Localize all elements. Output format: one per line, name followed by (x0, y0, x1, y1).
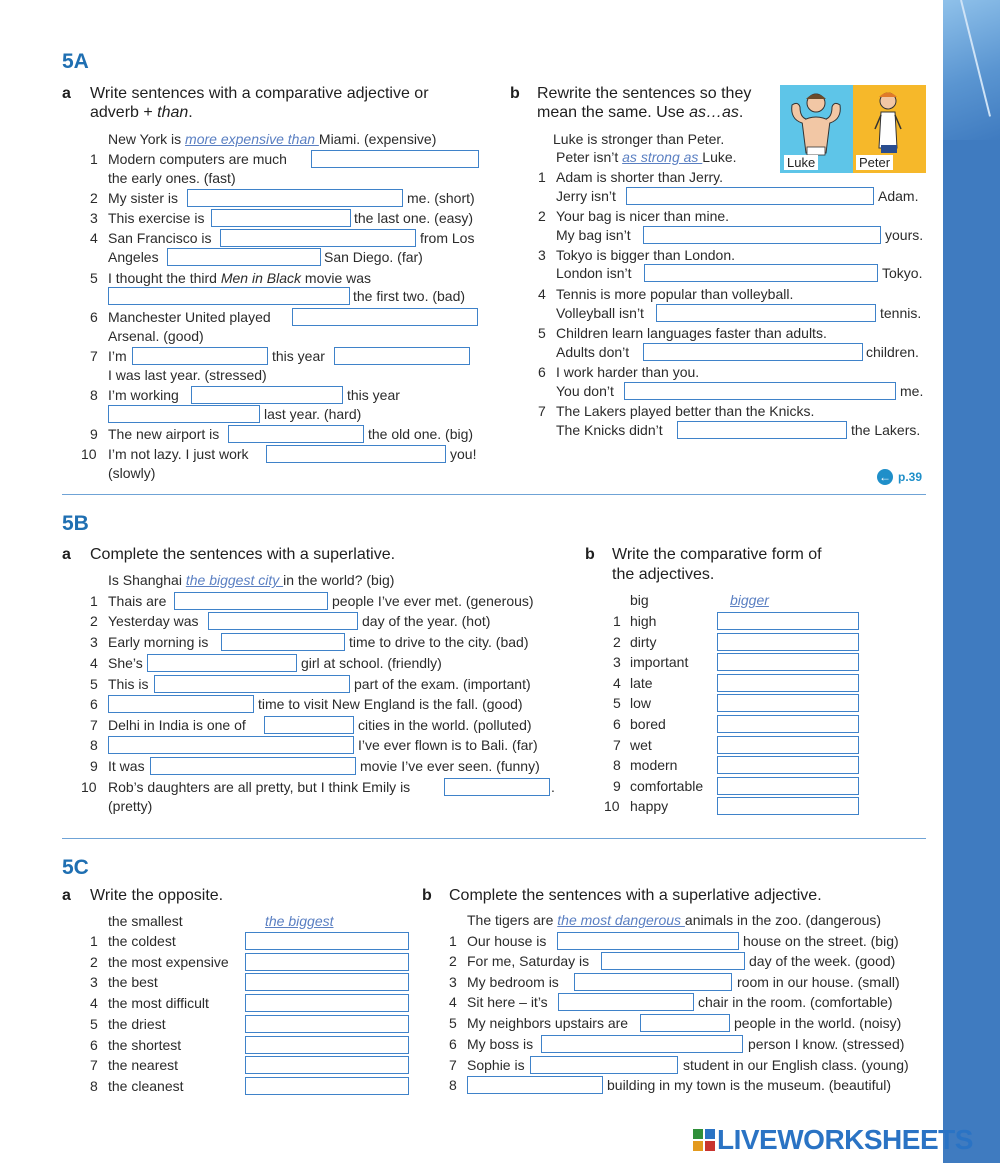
adjective-word: the nearest (108, 1057, 179, 1074)
section-divider (62, 838, 926, 839)
adjective-word: the coldest (108, 933, 176, 949)
example-sentence: New York is more expensive than Miami. (expensive) (108, 131, 437, 147)
answer-input[interactable] (187, 189, 403, 207)
item-number: 7 (613, 736, 621, 753)
item-text: I’m (108, 348, 127, 364)
answer-input[interactable] (245, 1015, 409, 1033)
item-text: me. (short) (407, 190, 475, 206)
answer-input[interactable] (245, 1036, 409, 1054)
exercise-letter: a (62, 546, 71, 563)
item-text: . (551, 779, 555, 795)
answer-input[interactable] (147, 654, 297, 672)
item-text: student in our English class. (young) (683, 1057, 909, 1073)
page-reference-label: p.39 (898, 470, 923, 484)
item-number: 1 (449, 933, 457, 949)
item-text: Thais are (108, 593, 167, 609)
item-number: 4 (613, 674, 621, 691)
brand-logo-icon (693, 1129, 715, 1151)
arrow-left-icon: ← (879, 470, 891, 484)
item-text: Sit here – it’s (467, 994, 548, 1010)
item-text: San Diego. (far) (324, 249, 423, 265)
item-number: 2 (90, 190, 98, 206)
item-number: 5 (90, 1015, 98, 1032)
example-word: the smallest (108, 913, 183, 929)
answer-input[interactable] (221, 633, 345, 651)
item-number: 4 (538, 286, 546, 302)
item-text: Sophie is (467, 1057, 525, 1073)
page-edge-band (943, 0, 1000, 1163)
item-number: 2 (449, 953, 457, 969)
item-number: 10 (81, 779, 97, 795)
adjective-word: late (630, 674, 653, 691)
answer-input[interactable] (292, 308, 478, 326)
answer-input[interactable] (154, 675, 350, 693)
answer-input[interactable] (558, 993, 694, 1011)
answer-input[interactable] (208, 612, 358, 630)
item-text: cities in the world. (polluted) (358, 717, 532, 733)
item-number: 6 (449, 1036, 457, 1052)
answer-input[interactable] (174, 592, 328, 610)
adjective-word: wet (630, 736, 652, 753)
item-text: time to visit New England is the fall. (good) (258, 696, 523, 712)
item-number: 4 (90, 655, 98, 671)
item-number: 10 (604, 798, 620, 815)
luke-label: Luke (784, 155, 818, 170)
item-number: 7 (90, 1057, 98, 1074)
answer-input[interactable] (444, 778, 550, 796)
item-text: You don’t (556, 383, 614, 399)
item-text: It was (108, 758, 145, 774)
exercise-letter: a (62, 85, 71, 102)
item-number: 6 (613, 716, 621, 732)
answer-input[interactable] (245, 994, 409, 1012)
adjective-word: comfortable (630, 777, 704, 794)
adjective-word: the cleanest (108, 1077, 184, 1094)
item-text: the first two. (bad) (353, 288, 466, 304)
section-divider (62, 494, 926, 495)
item-text: you! (450, 446, 477, 462)
item-text: Volleyball isn’t (556, 305, 644, 321)
answer-input[interactable] (334, 347, 470, 365)
item-number: 1 (90, 151, 98, 167)
item-text: I thought the third Men in Black movie was (108, 270, 372, 286)
item-number: 1 (538, 169, 546, 185)
item-text: tennis. (880, 305, 922, 321)
instruction-line: adverb + than. (90, 104, 193, 121)
answer-input[interactable] (228, 425, 364, 443)
item-number: 3 (90, 210, 98, 226)
item-number: 9 (613, 777, 621, 794)
item-number: 5 (449, 1015, 457, 1031)
item-text: I was last year. (stressed) (108, 367, 267, 383)
adjective-word: the shortest (108, 1036, 182, 1053)
item-text: movie I’ve ever seen. (funny) (360, 758, 540, 774)
item-text: the last one. (easy) (354, 210, 474, 226)
adjective-word: dirty (630, 633, 657, 650)
item-text: room in our house. (small) (737, 974, 900, 990)
answer-input[interactable] (626, 187, 874, 205)
item-number: 3 (538, 247, 546, 263)
item-number: 1 (613, 613, 621, 629)
section-title-5c: 5C (62, 856, 89, 879)
item-number: 2 (90, 953, 98, 970)
item-text: She’s (108, 655, 143, 671)
answer-input[interactable] (264, 716, 354, 734)
item-number: 2 (90, 613, 98, 629)
answer-input[interactable] (643, 343, 863, 361)
item-text: Tennis is more popular than volleyball. (556, 286, 794, 302)
item-number: 3 (613, 654, 621, 671)
adjective-word: the most difficult (108, 995, 209, 1012)
answer-input[interactable] (108, 695, 254, 713)
item-text: This exercise is (108, 210, 205, 226)
item-number: 8 (90, 737, 98, 753)
item-text: this year (272, 348, 325, 364)
item-text: part of the exam. (important) (354, 676, 531, 692)
answer-input[interactable] (266, 445, 446, 463)
item-text: Early morning is (108, 634, 209, 650)
item-number: 7 (538, 403, 546, 419)
item-text: I’ve ever flown is to Bali. (far) (358, 737, 538, 753)
peter-label: Peter (856, 155, 893, 170)
peter-figure (875, 93, 901, 154)
item-number: 3 (90, 974, 98, 991)
item-text: This is (108, 676, 149, 692)
answer-input[interactable] (624, 382, 896, 400)
example-sentence: Peter isn’t as strong as Luke. (556, 149, 737, 165)
item-text: day of the year. (hot) (362, 613, 491, 629)
item-text: Delhi in India is one of (108, 717, 246, 733)
answer-input[interactable] (191, 386, 343, 404)
instruction-line: the adjectives. (612, 566, 715, 583)
item-number: 6 (90, 309, 98, 325)
answer-input[interactable] (311, 150, 479, 168)
instruction-line: Write the opposite. (90, 887, 224, 904)
item-text: Adults don’t (556, 344, 630, 360)
item-text: person I know. (stressed) (748, 1036, 905, 1052)
item-text: Manchester United played (108, 309, 271, 325)
answer-input[interactable] (640, 1014, 730, 1032)
item-number: 1 (90, 933, 98, 949)
item-text: the old one. (big) (368, 426, 474, 442)
item-number: 5 (613, 695, 621, 712)
item-text: For me, Saturday is (467, 953, 590, 969)
luke-figure (792, 94, 841, 155)
item-text: time to drive to the city. (bad) (349, 634, 529, 650)
item-text: building in my town is the museum. (beautiful) (607, 1077, 892, 1093)
item-number: 7 (90, 348, 98, 364)
item-text: My bedroom is (467, 974, 559, 990)
item-number: 4 (90, 230, 98, 246)
instruction-line: Write the comparative form of (612, 546, 822, 563)
item-text: last year. (hard) (264, 406, 362, 422)
answer-input[interactable] (717, 653, 859, 671)
answer-input[interactable] (132, 347, 268, 365)
adjective-word: the best (108, 974, 158, 991)
answer-input[interactable] (601, 952, 745, 970)
item-text: this year (347, 387, 400, 403)
answer-input[interactable] (245, 953, 409, 971)
item-number: 6 (90, 1036, 98, 1053)
adjective-word: modern (630, 757, 678, 774)
item-text: Modern computers are much (108, 151, 287, 167)
example-answer: the biggest city (185, 572, 284, 588)
instruction-line: Complete the sentences with a superlative adjective. (449, 887, 822, 904)
answer-input[interactable] (717, 736, 859, 754)
answer-input[interactable] (677, 421, 847, 439)
item-text: I’m not lazy. I just work (108, 446, 249, 462)
item-number: 2 (538, 208, 546, 224)
item-text: from Los (420, 230, 475, 246)
answer-input[interactable] (530, 1056, 678, 1074)
adjective-word: bored (630, 716, 666, 732)
item-number: 8 (90, 1077, 98, 1094)
item-number: 9 (90, 426, 98, 442)
example-sentence: The tigers are the most dangerous animals in the zoo. (dangerous) (467, 912, 882, 928)
item-number: 8 (449, 1077, 457, 1093)
item-text: Tokyo is bigger than London. (556, 247, 736, 263)
example-answer: as strong as (622, 149, 703, 165)
item-number: 8 (90, 387, 98, 403)
item-text: My sister is (108, 190, 178, 206)
item-text: girl at school. (friendly) (301, 655, 442, 671)
exercise-letter: b (510, 85, 520, 102)
item-text: I’m working (108, 387, 179, 403)
answer-input[interactable] (245, 1056, 409, 1074)
item-text: Our house is (467, 933, 547, 949)
item-text: day of the week. (good) (749, 953, 896, 969)
item-text: The Lakers played better than the Knicks. (556, 403, 815, 419)
instruction-line: Complete the sentences with a superlative. (90, 546, 396, 563)
item-number: 4 (90, 995, 98, 1012)
item-number: 6 (538, 364, 546, 380)
exercise-letter: a (62, 887, 71, 904)
answer-input[interactable] (717, 777, 859, 795)
item-text: London isn’t (556, 265, 632, 281)
item-number: 3 (449, 974, 457, 990)
item-number: 9 (90, 758, 98, 774)
item-text: The Knicks didn’t (556, 422, 663, 438)
exercise-letter: b (422, 887, 432, 904)
answer-input[interactable] (717, 694, 859, 712)
adjective-word: the driest (108, 1015, 166, 1032)
answer-input[interactable] (211, 209, 351, 227)
item-text: Adam is shorter than Jerry. (556, 169, 724, 185)
page-edge-highlight (943, 0, 1000, 140)
answer-input[interactable] (245, 973, 409, 991)
example-answer: more expensive than (185, 131, 319, 147)
item-text: Children learn languages faster than adults. (556, 325, 827, 341)
item-number: 5 (90, 676, 98, 692)
adjective-word: high (630, 613, 657, 629)
example-answer: the most dangerous (557, 912, 685, 928)
item-number: 2 (613, 633, 621, 650)
item-text: Arsenal. (good) (108, 328, 204, 344)
answer-input[interactable] (108, 287, 350, 305)
section-title-5a: 5A (62, 50, 89, 73)
example-word: big (630, 592, 649, 608)
answer-input[interactable] (220, 229, 416, 247)
item-number: 10 (81, 446, 97, 462)
item-text: Rob’s daughters are all pretty, but I think Emily is (108, 779, 411, 795)
answer-input[interactable] (643, 226, 881, 244)
item-number: 5 (90, 270, 98, 286)
item-number: 4 (449, 994, 457, 1010)
item-text: The new airport is (108, 426, 220, 442)
example-answer: the biggest (265, 913, 334, 929)
answer-input[interactable] (150, 757, 356, 775)
item-text: I work harder than you. (556, 364, 700, 380)
answer-input[interactable] (557, 932, 739, 950)
answer-input[interactable] (467, 1076, 603, 1094)
item-text: chair in the room. (comfortable) (698, 994, 893, 1010)
item-text: My boss is (467, 1036, 534, 1052)
item-text: the early ones. (fast) (108, 170, 236, 186)
answer-input[interactable] (541, 1035, 743, 1053)
example-sentence: Luke is stronger than Peter. (553, 131, 725, 147)
answer-input[interactable] (717, 612, 859, 630)
item-text: Yesterday was (108, 613, 199, 629)
item-text: children. (866, 344, 919, 360)
item-text: My neighbors upstairs are (467, 1015, 629, 1031)
item-number: 8 (613, 757, 621, 774)
adjective-word: the most expensive (108, 953, 229, 970)
answer-input[interactable] (717, 797, 859, 815)
instruction-line: mean the same. Use as…as. (537, 104, 744, 121)
item-text: San Francisco is (108, 230, 212, 246)
item-text: yours. (885, 227, 924, 243)
item-text: the Lakers. (851, 422, 921, 438)
item-number: 7 (449, 1057, 457, 1073)
adjective-word: happy (630, 798, 669, 815)
answer-input[interactable] (717, 674, 859, 692)
answer-input[interactable] (717, 756, 859, 774)
example-answer: bigger (730, 592, 769, 608)
item-number: 6 (90, 696, 98, 712)
item-text: people in the world. (noisy) (734, 1015, 902, 1031)
answer-input[interactable] (245, 932, 409, 950)
answer-input[interactable] (245, 1077, 409, 1095)
item-number: 3 (90, 634, 98, 650)
adjective-word: important (630, 654, 689, 671)
example-sentence: Is Shanghai the biggest city in the world? (big) (108, 572, 395, 588)
brand-name: LIVEWORKSHEETS (717, 1124, 973, 1155)
answer-input[interactable] (108, 405, 260, 423)
answer-input[interactable] (656, 304, 876, 322)
item-text: (slowly) (108, 465, 156, 481)
answer-input[interactable] (108, 736, 354, 754)
item-number: 5 (538, 325, 546, 341)
item-text: Angeles (108, 249, 159, 265)
item-number: 7 (90, 717, 98, 733)
luke-peter-illustration (780, 85, 926, 173)
answer-input[interactable] (574, 973, 732, 991)
adjective-word: low (630, 695, 652, 712)
item-text: Tokyo. (882, 265, 923, 281)
answer-input[interactable] (644, 264, 878, 282)
answer-input[interactable] (167, 248, 321, 266)
item-text: me. (900, 383, 924, 399)
item-number: 1 (90, 593, 98, 609)
item-text: Adam. (878, 188, 919, 204)
item-text: (pretty) (108, 798, 153, 814)
item-text: Your bag is nicer than mine. (556, 208, 730, 224)
item-text: Jerry isn’t (556, 188, 616, 204)
instruction-line: Rewrite the sentences so they (537, 85, 752, 102)
section-title-5b: 5B (62, 512, 89, 535)
answer-input[interactable] (717, 715, 859, 733)
answer-input[interactable] (717, 633, 859, 651)
item-text: My bag isn’t (556, 227, 631, 243)
item-text: people I’ve ever met. (generous) (332, 593, 534, 609)
exercise-letter: b (585, 546, 595, 563)
instruction-line: Write sentences with a comparative adjective or (90, 85, 429, 102)
item-text: house on the street. (big) (743, 933, 899, 949)
